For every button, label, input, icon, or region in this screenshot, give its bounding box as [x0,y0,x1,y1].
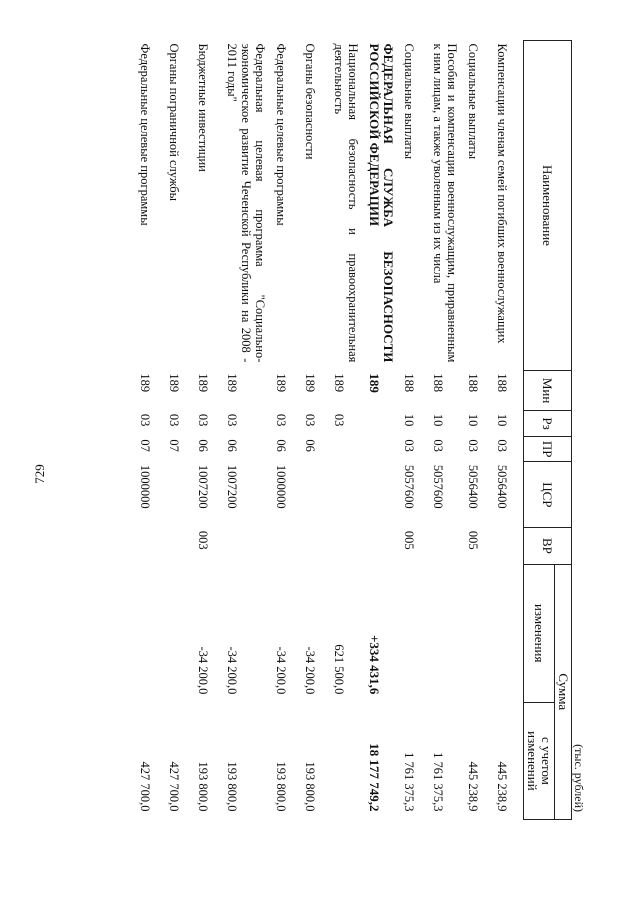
row-name: Бюджетные инвестиции [196,43,210,172]
header-sum: Сумма [555,564,572,819]
row-rz: 03 [274,413,288,427]
row-csr: 1007200 [196,464,210,509]
row-min: 188 [402,373,416,393]
row-vr [166,528,195,564]
row-rz: 10 [466,413,480,427]
row-change: +334 431,6 [367,634,382,695]
row-total: 427 700,0 [167,761,181,812]
row-rz: 03 [225,413,239,427]
row-rz: 03 [138,413,152,427]
row-name: Социальные выплаты [402,43,416,160]
row-min: 189 [274,373,288,393]
row-min: 188 [466,373,480,393]
row-change [137,564,166,702]
row-min: 189 [303,373,317,393]
row-total: 1 761 375,3 [402,752,416,812]
row-name: Федеральная целевая программа "Социально-экономическое развитие Чеченской Республики на 2008 - 2011 годы" [225,43,267,363]
row-pr [366,436,401,462]
row-total: 445 238,9 [495,761,509,812]
row-rz: 03 [332,413,346,427]
table-row [366,41,401,820]
row-vr: 003 [196,530,210,550]
row-vr [224,528,273,564]
page-number: 729 [32,464,47,484]
row-min: 189 [332,373,346,393]
table-row [137,41,166,820]
table-row [465,41,494,820]
unit-label: (тыс. рублей) [572,744,586,812]
row-total: 193 800,0 [303,761,317,812]
row-pr: 06 [303,439,317,452]
row-vr: 005 [466,530,480,550]
row-min: 189 [196,373,210,393]
row-csr: 5057600 [402,464,416,509]
table-row [302,41,331,820]
row-total: 1 761 375,3 [431,752,445,812]
row-csr [302,462,331,528]
row-csr [331,462,366,528]
header-csr: ЦСР [524,462,572,528]
row-change: -34 200,0 [196,646,210,695]
row-change [430,564,465,702]
header-pr: ПР [524,436,572,462]
row-csr: 1000000 [138,464,152,509]
budget-table [137,40,572,820]
row-csr: 1007200 [225,464,239,509]
row-total: 18 177 749,2 [367,743,382,812]
row-min: 188 [495,373,509,393]
row-change: -34 200,0 [303,646,317,695]
table-row [195,41,224,820]
row-pr: 06 [225,439,239,452]
row-name: ФЕДЕРАЛЬНАЯ СЛУЖБА БЕЗОПАСНОСТИ РОССИЙСКОЙ ФЕДЕРАЦИИ [367,43,396,363]
row-total: 445 238,9 [466,761,480,812]
row-rz: 10 [402,413,416,427]
row-name: Федеральные целевые программы [274,43,288,226]
row-min: 188 [431,373,445,393]
row-pr: 03 [466,439,480,452]
row-rz [366,411,401,437]
row-change [494,564,524,702]
row-pr: 03 [431,439,445,452]
table-header [524,41,572,820]
row-rz: 10 [431,413,445,427]
header-vr: ВР [524,528,572,564]
row-total [331,702,366,819]
row-pr: 03 [402,439,416,452]
row-csr: 1000000 [274,464,288,509]
row-vr [273,528,302,564]
row-vr [366,528,401,564]
row-rz: 03 [167,413,181,427]
row-name: Национальная безопасность и правоохранительная деятельность [332,43,360,363]
header-rz: Рз [524,411,572,437]
row-vr [302,528,331,564]
row-change: -34 200,0 [225,646,239,695]
row-min: 189 [167,373,181,393]
row-rz: 03 [196,413,210,427]
row-change: 621 500,0 [332,644,346,695]
table-row [494,41,524,820]
row-total: 193 800,0 [225,761,239,812]
row-min: 189 [367,373,382,393]
table-body [137,41,524,820]
row-vr: 005 [402,530,416,550]
table-row [331,41,366,820]
row-change: -34 200,0 [274,646,288,695]
row-pr: 07 [138,439,152,452]
row-pr: 06 [196,439,210,452]
header-total: с учетом изменений [524,702,555,819]
row-min: 189 [138,373,152,393]
table-row [166,41,195,820]
row-pr: 06 [274,439,288,452]
row-change [166,564,195,702]
row-pr [331,436,366,462]
row-name: Социальные выплаты [466,43,480,160]
row-csr: 5056400 [466,464,480,509]
row-vr [331,528,366,564]
row-name: Пособия и компенсации военнослужащим, приравненным к ним лицам, а также уволенным из их числа [431,43,459,363]
row-csr: 5057600 [431,464,445,509]
row-csr: 5056400 [495,464,509,509]
table-row [401,41,430,820]
table-row [273,41,302,820]
row-vr [430,528,465,564]
row-rz: 10 [495,413,509,427]
row-total: 193 800,0 [274,761,288,812]
row-name: Органы безопасности [303,43,317,160]
header-change: изменения [524,564,555,702]
row-pr: 07 [167,439,181,452]
rotated-page [90,40,590,820]
row-name: Органы пограничной службы [167,43,181,202]
table-row [430,41,465,820]
row-total: 427 700,0 [138,761,152,812]
header-name: Наименование [524,41,572,371]
row-name: Федеральные целевые программы [138,43,152,226]
row-change [401,564,430,702]
row-vr [494,528,524,564]
row-total: 193 800,0 [196,761,210,812]
table-row [224,41,273,820]
row-csr [166,462,195,528]
row-name: Компенсации членам семей погибших военнослужащих [495,43,509,344]
row-min: 189 [225,373,239,393]
row-csr [366,462,401,528]
row-rz: 03 [303,413,317,427]
row-vr [137,528,166,564]
row-pr: 03 [495,439,509,452]
header-min: Мин [524,370,572,410]
row-change [465,564,494,702]
